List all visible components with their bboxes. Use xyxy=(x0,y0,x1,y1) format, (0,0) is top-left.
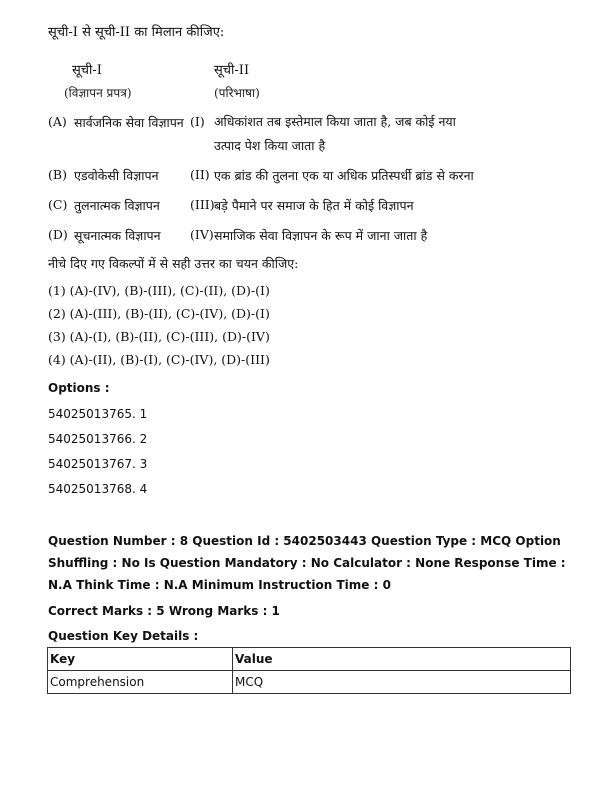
marks-line: Correct Marks : 5 Wrong Marks : 1 xyxy=(48,604,280,618)
table-row xyxy=(48,671,571,694)
row-key: (A) xyxy=(48,114,67,129)
list2-subtitle: (परिभाषा) xyxy=(214,86,260,100)
table-header-cell: Value xyxy=(233,648,571,671)
table-cell: Comprehension xyxy=(48,671,233,694)
list1-title: सूची-I xyxy=(72,63,102,78)
option-item: 54025013767. 3 xyxy=(48,457,148,471)
option-item: 54025013765. 1 xyxy=(48,407,148,421)
row-num: (II) xyxy=(190,167,210,182)
row-definition: समाजिक सेवा विज्ञापन के रूप में जाना जाता है xyxy=(214,228,428,243)
row-item: सार्वजनिक सेवा विज्ञापन xyxy=(74,115,184,130)
row-definition: एक ब्रांड की तुलना एक या अधिक प्रतिस्पर्धी ब्रांड से करना xyxy=(214,168,474,183)
row-key: (C) xyxy=(48,197,68,212)
row-item: सूचनात्मक विज्ञापन xyxy=(74,228,161,243)
row-item: तुलनात्मक विज्ञापन xyxy=(74,198,160,213)
choice-item: (2) (A)-(III), (B)-(II), (C)-(IV), (D)-(I) xyxy=(48,306,270,321)
option-item: 54025013766. 2 xyxy=(48,432,148,446)
question-instruction: सूची-I से सूची-II का मिलान कीजिए: xyxy=(48,25,225,40)
options-label: Options : xyxy=(48,381,110,395)
list2-title: सूची-II xyxy=(214,63,250,78)
option-item: 54025013768. 4 xyxy=(48,482,148,496)
choice-item: (4) (A)-(II), (B)-(I), (C)-(IV), (D)-(III) xyxy=(48,352,270,367)
question-meta: Question Number : 8 Question Id : 5402503443 Question Type : MCQ Option Shuffling : No Is Question Mandatory : No Calculator : None Response Time : N.A Think Time : N.A Minimum Instruction Time : 0 xyxy=(48,534,566,592)
choice-item: (1) (A)-(IV), (B)-(III), (C)-(II), (D)-(I) xyxy=(48,283,270,298)
choice-item: (3) (A)-(I), (B)-(II), (C)-(III), (D)-(IV) xyxy=(48,329,270,344)
row-key: (D) xyxy=(48,227,68,242)
choose-prompt: नीचे दिए गए विकल्पों में से सही उत्तर का चयन कीजिए: xyxy=(48,256,299,271)
row-item: एडवोकेसी विज्ञापन xyxy=(74,168,159,183)
key-details-label: Question Key Details : xyxy=(48,629,199,643)
row-definition: बड़े पैमाने पर समाज के हित में कोई विज्ञापन xyxy=(214,198,414,213)
row-num: (III) xyxy=(190,197,215,212)
row-key: (B) xyxy=(48,167,67,182)
table-header-row xyxy=(48,648,571,671)
list1-subtitle: (विज्ञापन प्रपत्र) xyxy=(64,86,132,100)
row-num: (IV) xyxy=(190,227,214,242)
table-header-cell: Key xyxy=(48,648,233,671)
key-details-table xyxy=(47,647,571,694)
row-num: (I) xyxy=(190,114,205,129)
row-definition: अधिकांशत तब इस्तेमाल किया जाता है, जब कोई नया उत्पाद पेश किया जाता है xyxy=(214,114,456,153)
table-cell: MCQ xyxy=(233,671,571,694)
